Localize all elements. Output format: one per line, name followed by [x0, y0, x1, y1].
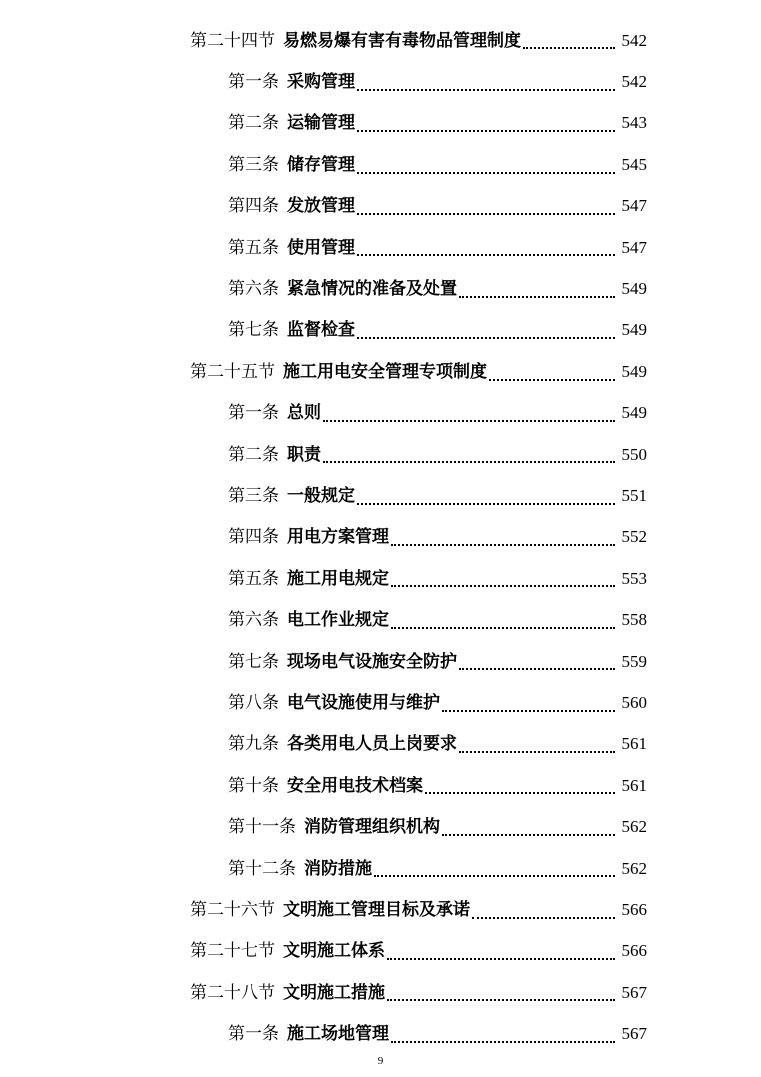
toc-entry-title: 文明施工措施	[283, 982, 385, 1003]
toc-entry-title: 紧急情况的准备及处置	[287, 279, 457, 300]
toc-entry-number: 第十条	[228, 775, 279, 796]
toc-article-entry[interactable]	[0, 186, 761, 227]
toc-dot-leader	[357, 333, 615, 351]
toc-entry-number: 第二十六节	[190, 899, 275, 920]
toc-entry-title: 运输管理	[287, 113, 355, 134]
toc-entry-title: 监督检查	[287, 320, 355, 341]
toc-article-entry[interactable]	[0, 434, 761, 475]
toc-entry-number: 第六条	[228, 279, 279, 300]
toc-article-entry[interactable]	[0, 765, 761, 806]
toc-entry-number: 第五条	[228, 237, 279, 258]
toc-entry-number: 第二十四节	[190, 30, 275, 51]
toc-entry-title: 施工场地管理	[287, 1024, 389, 1045]
toc-article-entry[interactable]	[0, 1013, 761, 1054]
toc-entry-title: 施工用电规定	[287, 568, 389, 589]
toc-entry-page: 547	[621, 237, 647, 257]
toc-section-entry[interactable]	[0, 931, 761, 972]
toc-section-entry[interactable]	[0, 889, 761, 930]
toc-dot-leader	[391, 623, 615, 641]
toc-article-entry[interactable]	[0, 848, 761, 889]
toc-dot-leader	[387, 954, 615, 972]
toc-dot-leader	[357, 126, 615, 144]
toc-section-entry[interactable]	[0, 972, 761, 1013]
toc-entry-page: 566	[621, 899, 647, 919]
toc-entry-page: 553	[621, 568, 647, 588]
toc-entry-page: 542	[621, 72, 647, 92]
toc-dot-leader	[391, 1037, 615, 1055]
toc-entry-title: 电工作业规定	[287, 610, 389, 631]
toc-entry-number: 第七条	[228, 320, 279, 341]
toc-article-entry[interactable]	[0, 599, 761, 640]
toc-entry-page: 550	[621, 444, 647, 464]
toc-entry-title: 文明施工体系	[283, 941, 385, 962]
toc-entry-page: 559	[621, 651, 647, 671]
toc-entry-number: 第十一条	[228, 817, 296, 838]
toc-dot-leader	[323, 416, 615, 434]
toc-entry-page: 551	[621, 485, 647, 505]
page-number: 9	[377, 1055, 384, 1067]
toc-entry-number: 第四条	[228, 196, 279, 217]
toc-dot-leader	[387, 995, 615, 1013]
toc-entry-number: 第一条	[228, 1024, 279, 1045]
toc-entry-page: 561	[621, 775, 647, 795]
toc-dot-leader	[357, 209, 615, 227]
toc-entry-number: 第四条	[228, 527, 279, 548]
toc-entry-title: 电气设施使用与维护	[287, 692, 440, 713]
toc-entry-number: 第一条	[228, 72, 279, 93]
toc-entry-number: 第五条	[228, 568, 279, 589]
toc-article-entry[interactable]	[0, 144, 761, 185]
toc-entry-title: 消防措施	[304, 858, 372, 879]
toc-entry-page: 549	[621, 403, 647, 423]
toc-entry-title: 储存管理	[287, 154, 355, 175]
toc-entry-number: 第二条	[228, 113, 279, 134]
toc-entry-page: 567	[621, 1024, 647, 1044]
toc-entry-page: 561	[621, 734, 647, 754]
toc-dot-leader	[425, 788, 615, 806]
toc-entry-page: 547	[621, 196, 647, 216]
toc-entry-title: 文明施工管理目标及承诺	[283, 899, 470, 920]
toc-entry-page: 549	[621, 361, 647, 381]
toc-entry-number: 第三条	[228, 485, 279, 506]
toc-entry-title: 使用管理	[287, 237, 355, 258]
toc-section-entry[interactable]	[0, 351, 761, 392]
toc-dot-leader	[442, 830, 615, 848]
toc-article-entry[interactable]	[0, 475, 761, 516]
toc-dot-leader	[374, 871, 615, 889]
toc-entry-page: 567	[621, 982, 647, 1002]
toc-dot-leader	[459, 747, 615, 765]
toc-entry-number: 第二十七节	[190, 941, 275, 962]
toc-dot-leader	[442, 706, 615, 724]
toc-entry-number: 第十二条	[228, 858, 296, 879]
toc-entry-number: 第七条	[228, 651, 279, 672]
toc-entry-page: 558	[621, 610, 647, 630]
toc-entry-number: 第二十八节	[190, 982, 275, 1003]
toc-dot-leader	[323, 457, 615, 475]
toc-entry-number: 第九条	[228, 734, 279, 755]
toc-dot-leader	[523, 43, 615, 61]
toc-dot-leader	[391, 581, 615, 599]
toc-entry-number: 第六条	[228, 610, 279, 631]
toc-dot-leader	[357, 85, 615, 103]
toc-dot-leader	[391, 540, 615, 558]
toc-entry-number: 第一条	[228, 403, 279, 424]
toc-dot-leader	[357, 168, 615, 186]
toc-entry-title: 消防管理组织机构	[304, 817, 440, 838]
toc-dot-leader	[357, 499, 615, 517]
table-of-contents	[0, 20, 761, 1055]
toc-article-entry[interactable]	[0, 227, 761, 268]
toc-section-entry[interactable]	[0, 20, 761, 61]
toc-entry-number: 第二十五节	[190, 361, 275, 382]
toc-article-entry[interactable]	[0, 310, 761, 351]
toc-article-entry[interactable]	[0, 517, 761, 558]
toc-entry-page: 560	[621, 692, 647, 712]
toc-entry-title: 易燃易爆有害有毒物品管理制度	[283, 30, 521, 51]
toc-entry-page: 543	[621, 113, 647, 133]
toc-entry-title: 职责	[287, 444, 321, 465]
toc-article-entry[interactable]	[0, 61, 761, 102]
toc-dot-leader	[459, 664, 615, 682]
toc-entry-title: 施工用电安全管理专项制度	[283, 361, 487, 382]
toc-dot-leader	[459, 292, 615, 310]
toc-entry-title: 一般规定	[287, 485, 355, 506]
toc-article-entry[interactable]	[0, 724, 761, 765]
toc-entry-page: 566	[621, 941, 647, 961]
toc-entry-page: 542	[621, 30, 647, 50]
toc-article-entry[interactable]	[0, 806, 761, 847]
toc-article-entry[interactable]	[0, 268, 761, 309]
toc-article-entry[interactable]	[0, 558, 761, 599]
toc-entry-number: 第二条	[228, 444, 279, 465]
toc-entry-title: 用电方案管理	[287, 527, 389, 548]
toc-entry-number: 第八条	[228, 692, 279, 713]
toc-entry-page: 562	[621, 817, 647, 837]
toc-dot-leader	[472, 913, 615, 931]
toc-article-entry[interactable]	[0, 641, 761, 682]
toc-entry-title: 采购管理	[287, 72, 355, 93]
toc-entry-page: 549	[621, 320, 647, 340]
toc-entry-title: 安全用电技术档案	[287, 775, 423, 796]
toc-entry-title: 发放管理	[287, 196, 355, 217]
toc-entry-page: 552	[621, 527, 647, 547]
toc-dot-leader	[357, 250, 615, 268]
toc-article-entry[interactable]	[0, 393, 761, 434]
toc-entry-page: 562	[621, 858, 647, 878]
toc-dot-leader	[489, 375, 615, 393]
toc-article-entry[interactable]	[0, 682, 761, 723]
toc-entry-title: 总则	[287, 403, 321, 424]
toc-entry-page: 549	[621, 279, 647, 299]
toc-entry-number: 第三条	[228, 154, 279, 175]
toc-entry-page: 545	[621, 154, 647, 174]
toc-entry-title: 现场电气设施安全防护	[287, 651, 457, 672]
toc-article-entry[interactable]	[0, 103, 761, 144]
toc-entry-title: 各类用电人员上岗要求	[287, 734, 457, 755]
